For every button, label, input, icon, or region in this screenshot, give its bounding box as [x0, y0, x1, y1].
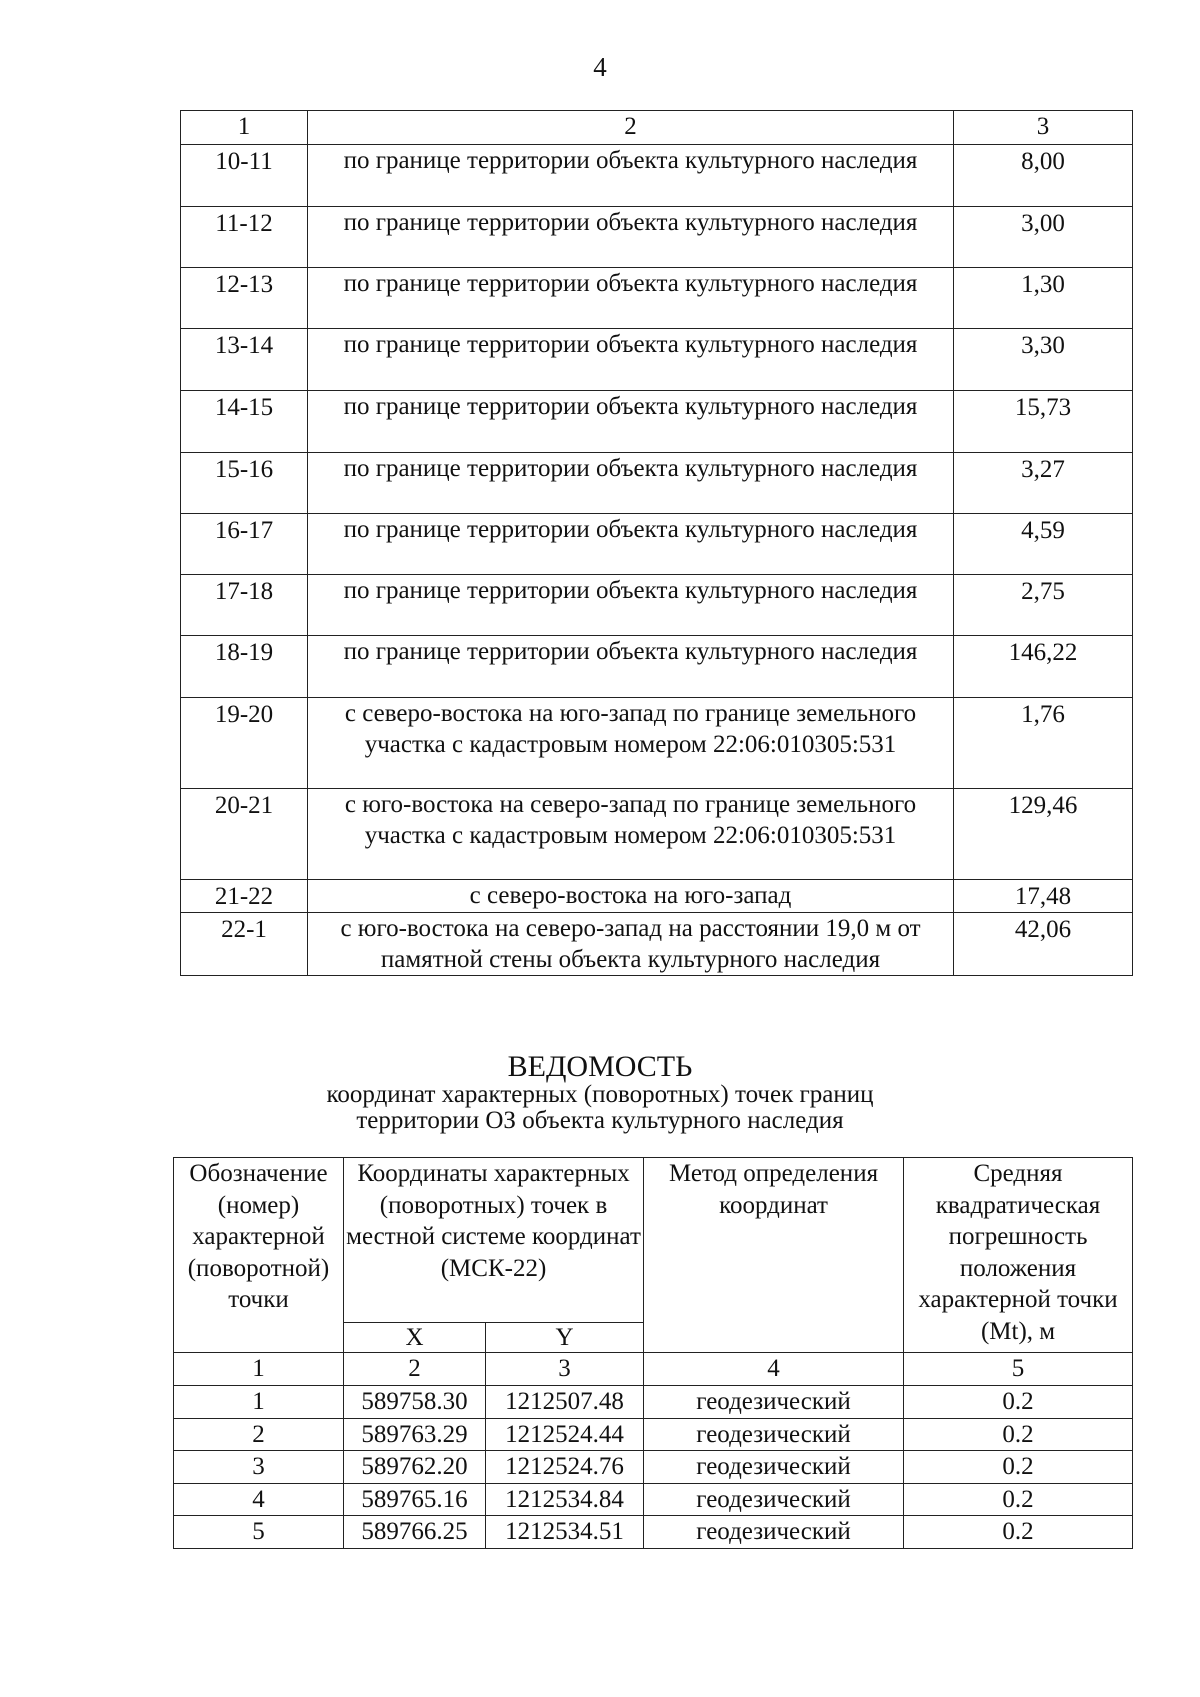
segment-id-cell: 14-15: [181, 391, 308, 453]
segment-length-cell: 17,48: [954, 880, 1133, 913]
segment-row: [181, 391, 1133, 453]
document-subtitle: [0, 1082, 1200, 1134]
coordinate-row: [174, 1418, 1133, 1451]
segment-id-cell: 17-18: [181, 575, 308, 636]
segment-id-cell: 21-22: [181, 880, 308, 913]
page-number: 4: [593, 52, 607, 82]
segment-description-cell: с юго-востока на северо-запад по границе земельного участка с кадастровым номером 22:06:010305:531: [308, 789, 954, 880]
segment-row: [181, 145, 1133, 207]
method-cell: геодезический: [644, 1418, 904, 1451]
y-coordinate-cell: 1212534.84: [486, 1483, 644, 1516]
segment-row: [181, 880, 1133, 913]
x-coordinate-cell: 589762.20: [344, 1451, 486, 1484]
segment-row: [181, 789, 1133, 880]
segment-description-cell: с юго-востока на северо-запад на расстоянии 19,0 м от памятной стены объекта культурного наследия: [308, 913, 954, 976]
segment-description-cell: по границе территории объекта культурного наследия: [308, 453, 954, 514]
segment-row: [181, 575, 1133, 636]
segment-row: [181, 636, 1133, 698]
error-header: Средняя квадратическая погрешность положения характерной точки (Mt), м: [904, 1158, 1133, 1353]
segment-row: [181, 698, 1133, 789]
segment-id-cell: 20-21: [181, 789, 308, 880]
segment-row: [181, 329, 1133, 391]
segment-description-cell: по границе территории объекта культурного наследия: [308, 207, 954, 268]
segment-id-cell: 16-17: [181, 514, 308, 575]
point-number-cell: 5: [174, 1516, 344, 1549]
segment-length-cell: 3,27: [954, 453, 1133, 514]
method-cell: геодезический: [644, 1483, 904, 1516]
coordinate-row: [174, 1386, 1133, 1419]
segments-header-col-1: 1: [181, 111, 308, 145]
x-coordinate-cell: 589765.16: [344, 1483, 486, 1516]
method-cell: геодезический: [644, 1451, 904, 1484]
segments-header-row: [181, 111, 1133, 145]
segment-row: [181, 453, 1133, 514]
x-coordinate-cell: 589766.25: [344, 1516, 486, 1549]
point-number-cell: 1: [174, 1386, 344, 1419]
segment-id-cell: 18-19: [181, 636, 308, 698]
error-cell: 0.2: [904, 1418, 1133, 1451]
point-number-cell: 4: [174, 1483, 344, 1516]
segment-row: [181, 514, 1133, 575]
segment-length-cell: 1,30: [954, 268, 1133, 329]
column-number-4: 4: [644, 1353, 904, 1386]
column-number-3: 3: [486, 1353, 644, 1386]
subtitle-line-1: координат характерных (поворотных) точек границ: [326, 1081, 874, 1108]
coordinates-header-row: [174, 1158, 1133, 1323]
error-cell: 0.2: [904, 1386, 1133, 1419]
segment-description-cell: по границе территории объекта культурного наследия: [308, 329, 954, 391]
x-header: X: [344, 1323, 486, 1353]
column-number-2: 2: [344, 1353, 486, 1386]
segments-table: [180, 110, 1133, 976]
segment-id-cell: 13-14: [181, 329, 308, 391]
coordinates-system-header: Координаты характерных (поворотных) точек в местной системе координат (МСК-22): [344, 1158, 644, 1323]
coordinates-table: [173, 1157, 1133, 1549]
column-number-5: 5: [904, 1353, 1133, 1386]
segment-description-cell: по границе территории объекта культурного наследия: [308, 268, 954, 329]
segments-header-col-2: 2: [308, 111, 954, 145]
segment-id-cell: 15-16: [181, 453, 308, 514]
segment-description-cell: с северо-востока на юго-запад по границе земельного участка с кадастровым номером 22:06:010305:531: [308, 698, 954, 789]
segment-length-cell: 1,76: [954, 698, 1133, 789]
coordinate-row: [174, 1451, 1133, 1484]
segment-id-cell: 10-11: [181, 145, 308, 207]
segment-length-cell: 3,00: [954, 207, 1133, 268]
x-coordinate-cell: 589758.30: [344, 1386, 486, 1419]
error-cell: 0.2: [904, 1451, 1133, 1484]
point-number-cell: 2: [174, 1418, 344, 1451]
segment-description-cell: с северо-востока на юго-запад: [308, 880, 954, 913]
coordinate-row: [174, 1516, 1133, 1549]
point-number-cell: 3: [174, 1451, 344, 1484]
method-header: Метод определения координат: [644, 1158, 904, 1353]
coordinate-row: [174, 1483, 1133, 1516]
point-designation-header: Обозначение (номер) характерной (поворотной) точки: [174, 1158, 344, 1353]
method-cell: геодезический: [644, 1386, 904, 1419]
segment-length-cell: 2,75: [954, 575, 1133, 636]
segment-row: [181, 207, 1133, 268]
segments-header-col-3: 3: [954, 111, 1133, 145]
segment-description-cell: по границе территории объекта культурного наследия: [308, 514, 954, 575]
segment-row: [181, 913, 1133, 976]
y-coordinate-cell: 1212524.76: [486, 1451, 644, 1484]
document-title: ВЕДОМОСТЬ: [507, 1050, 693, 1083]
segment-row: [181, 268, 1133, 329]
coordinates-column-number-row: [174, 1353, 1133, 1386]
segment-length-cell: 42,06: [954, 913, 1133, 976]
segment-description-cell: по границе территории объекта культурного наследия: [308, 636, 954, 698]
segment-description-cell: по границе территории объекта культурного наследия: [308, 575, 954, 636]
segment-description-cell: по границе территории объекта культурного наследия: [308, 391, 954, 453]
y-coordinate-cell: 1212524.44: [486, 1418, 644, 1451]
segment-length-cell: 4,59: [954, 514, 1133, 575]
segment-id-cell: 11-12: [181, 207, 308, 268]
segment-id-cell: 22-1: [181, 913, 308, 976]
segment-id-cell: 19-20: [181, 698, 308, 789]
segment-length-cell: 146,22: [954, 636, 1133, 698]
method-cell: геодезический: [644, 1516, 904, 1549]
segment-length-cell: 8,00: [954, 145, 1133, 207]
subtitle-line-2: территории ОЗ объекта культурного наследия: [356, 1107, 844, 1134]
segment-length-cell: 15,73: [954, 391, 1133, 453]
error-cell: 0.2: [904, 1483, 1133, 1516]
x-coordinate-cell: 589763.29: [344, 1418, 486, 1451]
column-number-1: 1: [174, 1353, 344, 1386]
segment-length-cell: 3,30: [954, 329, 1133, 391]
segment-description-cell: по границе территории объекта культурного наследия: [308, 145, 954, 207]
y-header: Y: [486, 1323, 644, 1353]
error-cell: 0.2: [904, 1516, 1133, 1549]
segment-length-cell: 129,46: [954, 789, 1133, 880]
y-coordinate-cell: 1212534.51: [486, 1516, 644, 1549]
segment-id-cell: 12-13: [181, 268, 308, 329]
y-coordinate-cell: 1212507.48: [486, 1386, 644, 1419]
